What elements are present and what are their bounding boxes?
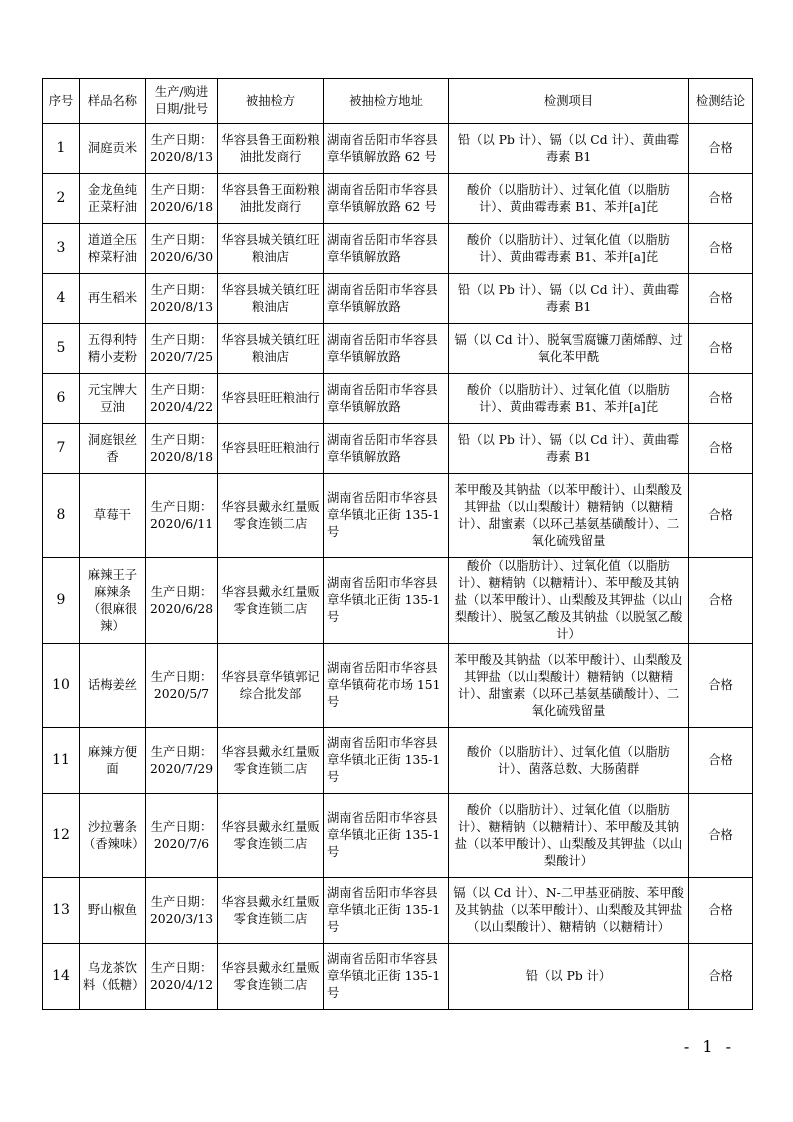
cell-production-date: 生产日期：2020/6/30 — [146, 224, 218, 274]
cell-inspected-party: 华容县戴永红量贩零食连锁二店 — [218, 474, 324, 558]
cell-serial-number: 9 — [43, 558, 80, 644]
cell-party-address: 湖南省岳阳市华容县章华镇北正街 135-1 号 — [324, 944, 449, 1010]
cell-party-address: 湖南省岳阳市华容县章华镇解放路 — [324, 424, 449, 474]
cell-party-address: 湖南省岳阳市华容县章华镇荷花市场 151 号 — [324, 644, 449, 728]
cell-sample-name: 麻辣方便面 — [80, 728, 146, 794]
cell-inspected-party: 华容县戴永红量贩零食连锁二店 — [218, 728, 324, 794]
table-row — [43, 374, 753, 424]
cell-party-address: 湖南省岳阳市华容县章华镇北正街 135-1 号 — [324, 474, 449, 558]
cell-sample-name: 洞庭贡米 — [80, 124, 146, 174]
cell-test-items: 铅（以 Pb 计）、镉（以 Cd 计）、黄曲霉毒素 B1 — [449, 124, 689, 174]
table-row — [43, 644, 753, 728]
cell-test-result: 合格 — [689, 728, 753, 794]
cell-production-date: 生产日期：2020/4/22 — [146, 374, 218, 424]
cell-serial-number: 11 — [43, 728, 80, 794]
cell-test-items: 酸价（以脂肪计）、过氧化值（以脂肪计）、黄曲霉毒素 B1、苯并[a]芘 — [449, 224, 689, 274]
cell-sample-name: 野山椒鱼 — [80, 878, 146, 944]
cell-test-result: 合格 — [689, 324, 753, 374]
cell-production-date: 生产日期：2020/7/6 — [146, 794, 218, 878]
header-test-items: 检测项目 — [449, 79, 689, 124]
cell-test-items: 酸价（以脂肪计）、过氧化值（以脂肪计）、黄曲霉毒素 B1、苯并[a]芘 — [449, 174, 689, 224]
cell-inspected-party: 华容县戴永红量贩零食连锁二店 — [218, 794, 324, 878]
table-row — [43, 424, 753, 474]
cell-serial-number: 3 — [43, 224, 80, 274]
cell-sample-name: 元宝牌大豆油 — [80, 374, 146, 424]
cell-party-address: 湖南省岳阳市华容县章华镇北正街 135-1 号 — [324, 794, 449, 878]
cell-production-date: 生产日期：2020/6/28 — [146, 558, 218, 644]
cell-serial-number: 7 — [43, 424, 80, 474]
cell-inspected-party: 华容县章华镇郭记综合批发部 — [218, 644, 324, 728]
cell-serial-number: 8 — [43, 474, 80, 558]
cell-sample-name: 乌龙茶饮料（低糖） — [80, 944, 146, 1010]
cell-test-result: 合格 — [689, 374, 753, 424]
table-row — [43, 274, 753, 324]
cell-party-address: 湖南省岳阳市华容县章华镇解放路 — [324, 374, 449, 424]
cell-party-address: 湖南省岳阳市华容县章华镇解放路 62 号 — [324, 174, 449, 224]
cell-test-result: 合格 — [689, 124, 753, 174]
cell-test-items: 酸价（以脂肪计）、过氧化值（以脂肪计）、糖精钠（以糖精计）、苯甲酸及其钠盐（以苯甲酸计）、山梨酸及其钾盐（以山梨酸计）、脱氢乙酸及其钠盐（以脱氢乙酸计） — [449, 558, 689, 644]
cell-serial-number: 4 — [43, 274, 80, 324]
cell-serial-number: 1 — [43, 124, 80, 174]
header-sample-name: 样品名称 — [80, 79, 146, 124]
cell-test-result: 合格 — [689, 424, 753, 474]
cell-production-date: 生产日期：2020/5/7 — [146, 644, 218, 728]
header-test-result: 检测结论 — [689, 79, 753, 124]
cell-inspected-party: 华容县旺旺粮油行 — [218, 374, 324, 424]
cell-inspected-party: 华容县城关镇红旺粮油店 — [218, 324, 324, 374]
cell-production-date: 生产日期：2020/8/18 — [146, 424, 218, 474]
header-serial-number: 序号 — [43, 79, 80, 124]
cell-inspected-party: 华容县戴永红量贩零食连锁二店 — [218, 558, 324, 644]
cell-sample-name: 麻辣王子麻辣条（很麻很辣） — [80, 558, 146, 644]
table-row — [43, 324, 753, 374]
cell-production-date: 生产日期：2020/6/11 — [146, 474, 218, 558]
cell-party-address: 湖南省岳阳市华容县章华镇解放路 — [324, 274, 449, 324]
cell-test-result: 合格 — [689, 224, 753, 274]
cell-production-date: 生产日期：2020/6/18 — [146, 174, 218, 224]
cell-inspected-party: 华容县鲁王面粉粮油批发商行 — [218, 174, 324, 224]
cell-test-items: 酸价（以脂肪计）、过氧化值（以脂肪计）、糖精钠（以糖精计）、苯甲酸及其钠盐（以苯甲酸计）、山梨酸及其钾盐（以山梨酸计） — [449, 794, 689, 878]
cell-test-items: 铅（以 Pb 计） — [449, 944, 689, 1010]
cell-test-result: 合格 — [689, 474, 753, 558]
cell-serial-number: 5 — [43, 324, 80, 374]
table-row — [43, 124, 753, 174]
cell-serial-number: 2 — [43, 174, 80, 224]
cell-inspected-party: 华容县鲁王面粉粮油批发商行 — [218, 124, 324, 174]
cell-production-date: 生产日期：2020/7/29 — [146, 728, 218, 794]
cell-sample-name: 话梅姜丝 — [80, 644, 146, 728]
cell-sample-name: 再生稻米 — [80, 274, 146, 324]
inspection-results-table — [42, 78, 753, 1010]
table-row — [43, 794, 753, 878]
cell-production-date: 生产日期：2020/3/13 — [146, 878, 218, 944]
page-number: - 1 - — [683, 1037, 735, 1056]
cell-serial-number: 13 — [43, 878, 80, 944]
cell-production-date: 生产日期：2020/8/13 — [146, 124, 218, 174]
cell-test-items: 镉（以 Cd 计）、N-二甲基亚硝胺、苯甲酸及其钠盐（以苯甲酸计）、山梨酸及其钾盐（以山梨酸计）、糖精钠（以糖精计） — [449, 878, 689, 944]
table-row — [43, 224, 753, 274]
cell-inspected-party: 华容县旺旺粮油行 — [218, 424, 324, 474]
cell-test-result: 合格 — [689, 274, 753, 324]
cell-serial-number: 14 — [43, 944, 80, 1010]
cell-production-date: 生产日期：2020/7/25 — [146, 324, 218, 374]
cell-test-items: 苯甲酸及其钠盐（以苯甲酸计）、山梨酸及其钾盐（以山梨酸计）糖精钠（以糖精计）、甜蜜素（以环己基氨基磺酸计）、二氧化硫残留量 — [449, 644, 689, 728]
cell-serial-number: 6 — [43, 374, 80, 424]
cell-party-address: 湖南省岳阳市华容县章华镇北正街 135-1 号 — [324, 878, 449, 944]
cell-sample-name: 金龙鱼纯正菜籽油 — [80, 174, 146, 224]
cell-test-result: 合格 — [689, 644, 753, 728]
cell-test-result: 合格 — [689, 944, 753, 1010]
cell-sample-name: 草莓干 — [80, 474, 146, 558]
table-row — [43, 174, 753, 224]
cell-sample-name: 道道全压榨菜籽油 — [80, 224, 146, 274]
cell-inspected-party: 华容县戴永红量贩零食连锁二店 — [218, 944, 324, 1010]
cell-serial-number: 12 — [43, 794, 80, 878]
cell-party-address: 湖南省岳阳市华容县章华镇北正街 135-1 号 — [324, 728, 449, 794]
header-production-date: 生产/购进日期/批号 — [146, 79, 218, 124]
cell-serial-number: 10 — [43, 644, 80, 728]
cell-test-result: 合格 — [689, 794, 753, 878]
cell-party-address: 湖南省岳阳市华容县章华镇北正街 135-1 号 — [324, 558, 449, 644]
cell-production-date: 生产日期：2020/4/12 — [146, 944, 218, 1010]
table-header-row — [43, 79, 753, 124]
header-inspected-party: 被抽检方 — [218, 79, 324, 124]
table-body — [43, 124, 753, 1010]
table-row — [43, 944, 753, 1010]
cell-test-items: 酸价（以脂肪计）、过氧化值（以脂肪计）、黄曲霉毒素 B1、苯并[a]芘 — [449, 374, 689, 424]
cell-test-result: 合格 — [689, 174, 753, 224]
cell-test-items: 镉（以 Cd 计）、脱氧雪腐镰刀菌烯醇、过氧化苯甲酰 — [449, 324, 689, 374]
table-row — [43, 878, 753, 944]
cell-test-items: 铅（以 Pb 计）、镉（以 Cd 计）、黄曲霉毒素 B1 — [449, 424, 689, 474]
cell-test-items: 铅（以 Pb 计）、镉（以 Cd 计）、黄曲霉毒素 B1 — [449, 274, 689, 324]
cell-test-result: 合格 — [689, 878, 753, 944]
table-row — [43, 474, 753, 558]
cell-party-address: 湖南省岳阳市华容县章华镇解放路 — [324, 324, 449, 374]
table-row — [43, 728, 753, 794]
cell-sample-name: 五得利特精小麦粉 — [80, 324, 146, 374]
table-row — [43, 558, 753, 644]
cell-sample-name: 沙拉薯条（香辣味） — [80, 794, 146, 878]
header-party-address: 被抽检方地址 — [324, 79, 449, 124]
cell-party-address: 湖南省岳阳市华容县章华镇解放路 — [324, 224, 449, 274]
cell-sample-name: 洞庭银丝香 — [80, 424, 146, 474]
cell-test-items: 苯甲酸及其钠盐（以苯甲酸计）、山梨酸及其钾盐（以山梨酸计）糖精钠（以糖精计）、甜蜜素（以环己基氨基磺酸计）、二氧化硫残留量 — [449, 474, 689, 558]
cell-test-result: 合格 — [689, 558, 753, 644]
cell-party-address: 湖南省岳阳市华容县章华镇解放路 62 号 — [324, 124, 449, 174]
cell-inspected-party: 华容县城关镇红旺粮油店 — [218, 224, 324, 274]
cell-inspected-party: 华容县城关镇红旺粮油店 — [218, 274, 324, 324]
cell-production-date: 生产日期：2020/8/13 — [146, 274, 218, 324]
cell-test-items: 酸价（以脂肪计）、过氧化值（以脂肪计）、菌落总数、大肠菌群 — [449, 728, 689, 794]
cell-inspected-party: 华容县戴永红量贩零食连锁二店 — [218, 878, 324, 944]
